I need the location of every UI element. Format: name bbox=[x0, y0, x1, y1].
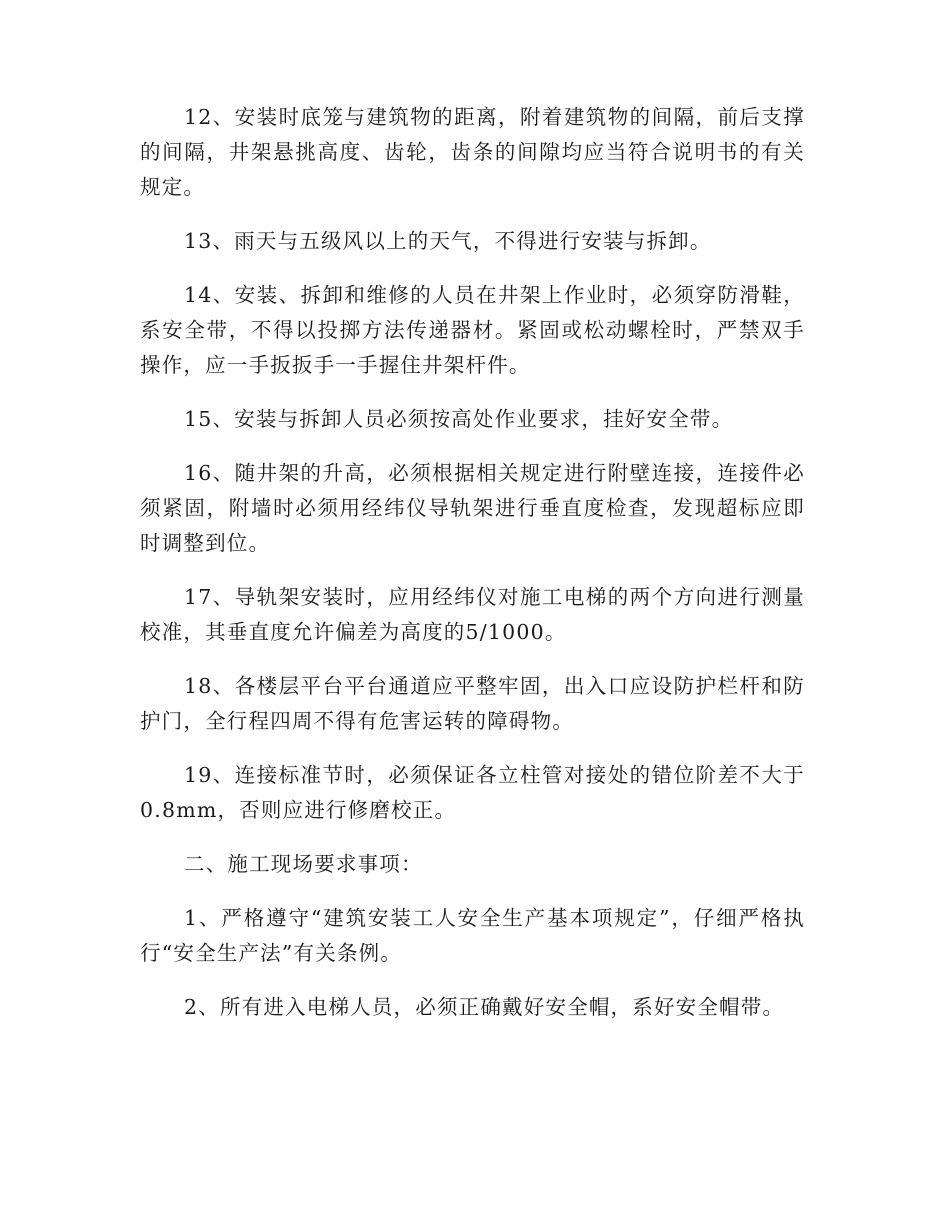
paragraph-item-14: 14、安装、拆卸和维修的人员在井架上作业时，必须穿防滑鞋，系安全带，不得以投掷方法传递器材。紧固或松动螺栓时，严禁双手操作，应一手扳扳手一手握住井架杆件。 bbox=[140, 283, 805, 377]
paragraph-site-2: 2、所有进入电梯人员，必须正确戴好安全帽，系好安全帽带。 bbox=[184, 995, 785, 1019]
section-heading: 二、施工现场要求事项： bbox=[184, 852, 423, 876]
document-body bbox=[140, 100, 805, 1044]
paragraph-item-13: 13、雨天与五级风以上的天气，不得进行安装与拆卸。 bbox=[184, 229, 712, 253]
paragraph-item-19: 19、连接标准节时，必须保证各立柱管对接处的错位阶差不大于0.8mm，否则应进行修磨校正。 bbox=[140, 763, 805, 822]
paragraph-item-18: 18、各楼层平台平台通道应平整牢固，出入口应设防护栏杆和防护门，全行程四周不得有危害运转的障碍物。 bbox=[140, 674, 805, 733]
paragraph-site-1: 1、严格遵守“建筑安装工人安全生产基本项规定”，仔细严格执行“安全生产法”有关条例。 bbox=[140, 906, 805, 965]
paragraph-item-17: 17、导轨架安装时，应用经纬仪对施工电梯的两个方向进行测量校准，其垂直度允许偏差为高度的5/1000。 bbox=[140, 585, 805, 644]
paragraph-item-12: 12、安装时底笼与建筑物的距离，附着建筑物的间隔，前后支撑的间隔，井架悬挑高度、齿轮，齿条的间隙均应当符合说明书的有关规定。 bbox=[140, 105, 805, 199]
paragraph-item-16: 16、随井架的升高，必须根据相关规定进行附壁连接，连接件必须紧固，附墙时必须用经纬仪导轨架进行垂直度检查，发现超标应即时调整到位。 bbox=[140, 461, 805, 555]
paragraph-item-15: 15、安装与拆卸人员必须按高处作业要求，挂好安全带。 bbox=[184, 407, 734, 431]
